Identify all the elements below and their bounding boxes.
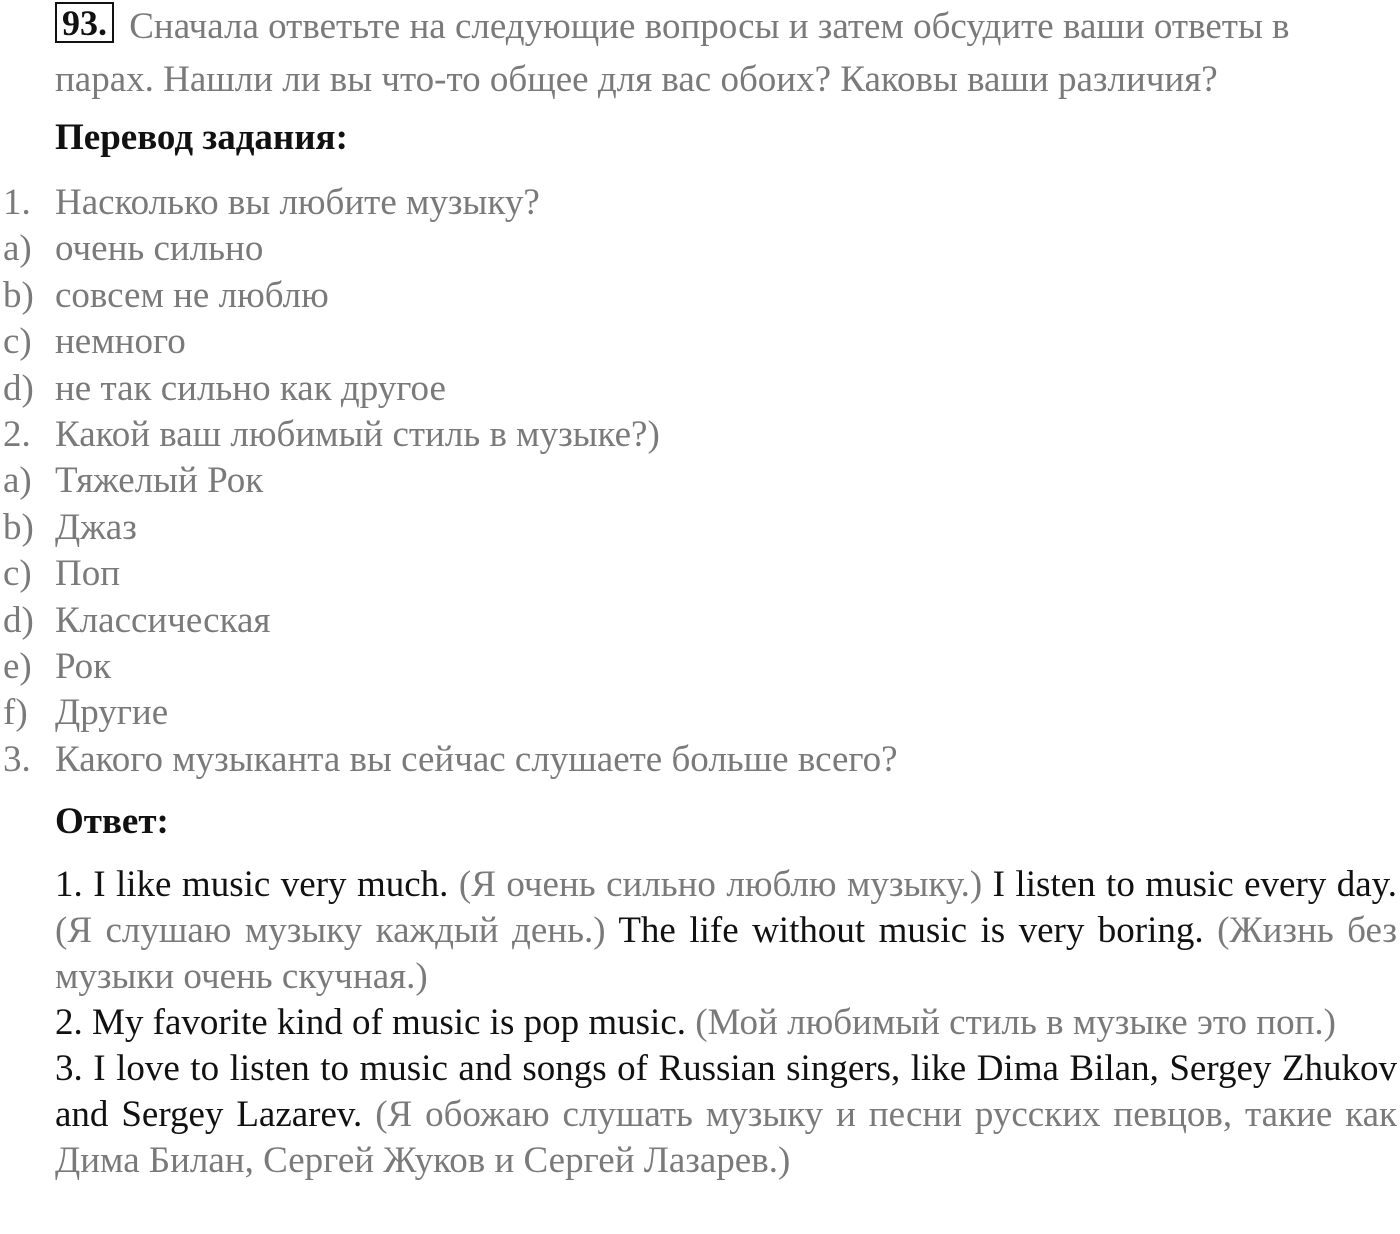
list-item xyxy=(0,180,1400,226)
item-text: Классическая xyxy=(55,599,271,641)
item-marker: f) xyxy=(3,692,28,734)
item-marker: 2. xyxy=(3,413,31,455)
list-item xyxy=(0,366,1400,412)
item-text: Джаз xyxy=(55,506,137,548)
answer-russian-translation: (Жизнь без музыки очень скучная.) xyxy=(55,910,1397,997)
answer-english-sentence: The life without music is very boring. xyxy=(618,910,1204,951)
list-item xyxy=(0,273,1400,319)
item-marker: 1. xyxy=(3,182,31,223)
answer-block xyxy=(55,862,1397,1184)
item-text: совсем не люблю xyxy=(55,274,329,316)
item-marker: b) xyxy=(3,506,34,548)
list-item xyxy=(0,458,1400,504)
list-item xyxy=(0,598,1400,644)
item-marker: b) xyxy=(3,274,34,316)
answer-paragraph-2 xyxy=(55,1000,1397,1046)
answer-russian-translation: (Мой любимый стиль в музыке это поп.) xyxy=(695,1002,1336,1043)
answer-english-sentence: 1. I like music very much. xyxy=(55,864,449,905)
list-item xyxy=(0,690,1400,736)
item-text: Другие xyxy=(55,692,169,734)
item-text: Тяжелый Рок xyxy=(55,460,264,502)
item-marker: d) xyxy=(3,367,34,409)
answer-russian-translation: (Я обожаю слушать музыку и песни русских певцов, такие как Дима Билан, Сергей Жуков и Сергей Лазарев.) xyxy=(55,1094,1398,1181)
item-marker: a) xyxy=(3,228,32,270)
answer-heading: Ответ: xyxy=(55,801,169,842)
answer-paragraph-1 xyxy=(55,862,1397,1000)
item-marker: c) xyxy=(3,321,32,363)
item-marker: e) xyxy=(3,645,32,687)
answer-russian-translation: (Я слушаю музыку каждый день.) xyxy=(55,910,606,951)
question-list xyxy=(0,180,1400,783)
list-item xyxy=(0,737,1400,783)
item-marker: d) xyxy=(3,599,34,641)
list-item xyxy=(0,412,1400,458)
list-item xyxy=(0,551,1400,597)
item-marker: c) xyxy=(3,553,32,595)
item-text: Какой ваш любимый стиль в музыке?) xyxy=(55,413,660,455)
item-text: Поп xyxy=(55,553,121,595)
item-text: очень сильно xyxy=(55,228,264,270)
list-item xyxy=(0,505,1400,551)
item-marker: 3. xyxy=(3,738,31,780)
answer-paragraph-3 xyxy=(55,1046,1397,1184)
item-text: не так сильно как другое xyxy=(55,367,446,409)
list-item xyxy=(0,644,1400,690)
task-instruction xyxy=(55,0,1397,106)
item-text: немного xyxy=(55,321,186,363)
translation-heading: Перевод задания: xyxy=(55,117,348,158)
answer-english-sentence: 2. My favorite kind of music is pop music. xyxy=(55,1002,686,1043)
item-text: Насколько вы любите музыку? xyxy=(55,182,540,223)
item-text: Рок xyxy=(55,645,112,687)
item-text: Какого музыканта вы сейчас слушаете больше всего? xyxy=(55,738,898,780)
list-item xyxy=(0,319,1400,365)
item-marker: a) xyxy=(3,460,32,502)
list-item xyxy=(0,226,1400,272)
task-text: Сначала ответьте на следующие вопросы и затем обсудите ваши ответы в парах. Нашли ли вы что-то общее для вас обоих? Каковы ваши различия? xyxy=(55,6,1290,100)
answer-english-sentence: I listen to music every day. xyxy=(992,864,1398,905)
answer-english-sentence: 3. I love to listen to music and songs of Russian singers, like Dima Bilan, Sergey Zhukov and Sergey Lazarev. xyxy=(55,1048,1397,1135)
task-number-box: 93. xyxy=(55,2,114,43)
answer-russian-translation: (Я очень сильно люблю музыку.) xyxy=(458,864,983,905)
